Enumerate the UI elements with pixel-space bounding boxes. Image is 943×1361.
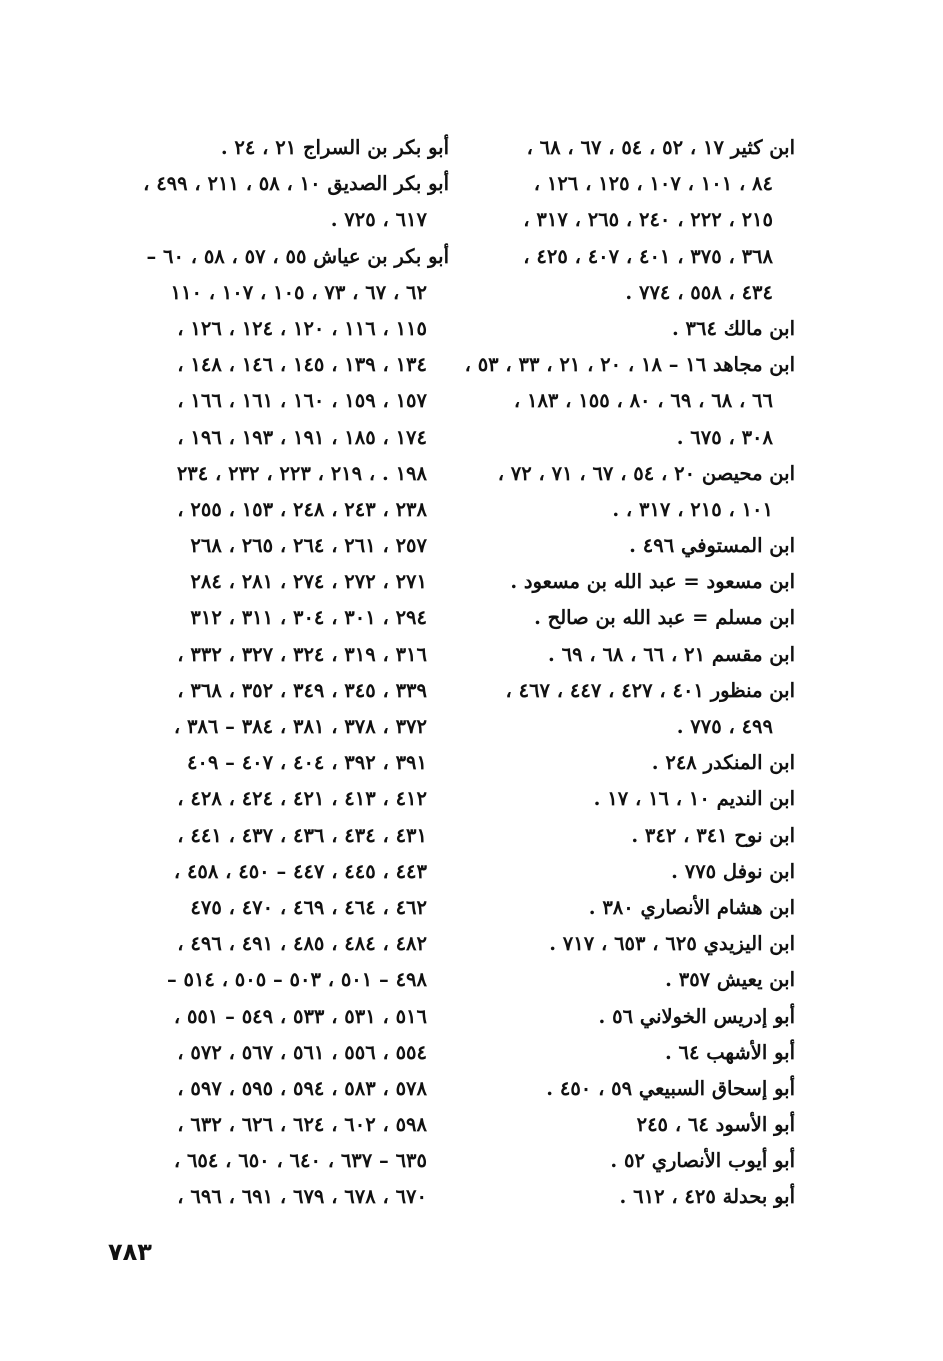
index-entry-continuation: ٢٥٧ ، ٢٦١ ، ٢٦٤ ، ٢٦٥ ، ٢٦٨ bbox=[190, 534, 427, 558]
index-entry: ابن النديم ١٠ ، ١٦ ، ١٧ . bbox=[593, 787, 795, 811]
index-entry-continuation: ٥٥٤ ، ٥٥٦ ، ٥٦١ ، ٥٦٧ ، ٥٧٢ ، bbox=[177, 1040, 427, 1064]
index-entry-continuation: ١٠١ ، ٢١٥ ، ٣١٧ ، . bbox=[612, 497, 773, 521]
index-entry: ابن مسعود = عبد الله بن مسعود . bbox=[510, 570, 795, 594]
index-entry: ابن محيصن ٢٠ ، ٥٤ ، ٦٧ ، ٧١ ، ٧٢ ، bbox=[497, 461, 795, 485]
index-entry-continuation: ١٣٤ ، ١٣٩ ، ١٤٥ ، ١٤٦ ، ١٤٨ ، bbox=[177, 353, 427, 377]
index-entry: ابن اليزيدي ٦٢٥ ، ٦٥٣ ، ٧١٧ . bbox=[549, 932, 795, 956]
index-entry-continuation: ٤١٢ ، ٤١٣ ، ٤٢١ ، ٤٢٤ ، ٤٢٨ ، bbox=[177, 787, 427, 811]
index-entry-continuation: ٦٢ ، ٦٧ ، ٧٣ ، ١٠٥ ، ١٠٧ ، ١١٠ bbox=[170, 280, 427, 304]
index-entry-continuation: ٦٣٥ – ٦٣٧ ، ٦٤٠ ، ٦٥٠ ، ٦٥٤ ، bbox=[173, 1149, 427, 1173]
index-entry-continuation: ٤٨٢ ، ٤٨٤ ، ٤٨٥ ، ٤٩١ ، ٤٩٦ ، bbox=[177, 932, 427, 956]
index-entry-continuation: ٣٩١ ، ٣٩٢ ، ٤٠٤ ، ٤٠٧ – ٤٠٩ bbox=[186, 751, 427, 775]
index-entry-continuation: ٤٤٣ ، ٤٤٥ ، ٤٤٧ – ٤٥٠ ، ٤٥٨ ، bbox=[173, 859, 427, 883]
index-entry-continuation: ٣٣٩ ، ٣٤٥ ، ٣٤٩ ، ٣٥٢ ، ٣٦٨ ، bbox=[177, 678, 427, 702]
index-entry: أبو إدريس الخولاني ٥٦ . bbox=[598, 1004, 795, 1028]
index-entry: أبو إسحاق السبيعي ٥٩ ، ٤٥٠ . bbox=[546, 1076, 795, 1100]
index-entry: ابن مقسم ٢١ ، ٦٦ ، ٦٨ ، ٦٩ . bbox=[548, 642, 795, 666]
index-entry-continuation: ٣١٦ ، ٣١٩ ، ٣٢٤ ، ٣٢٧ ، ٣٣٢ ، bbox=[177, 642, 427, 666]
index-entry: ابن المنكدر ٢٤٨ . bbox=[651, 751, 795, 775]
index-entry: ابن منظور ٤٠١ ، ٤٢٧ ، ٤٤٧ ، ٤٦٧ ، bbox=[505, 678, 795, 702]
index-entry: أبو بحدلة ٤٢٥ ، ٦١٢ . bbox=[619, 1185, 795, 1209]
index-entry-continuation: ٦١٧ ، ٧٢٥ . bbox=[330, 208, 427, 232]
index-entry-continuation: ٤٣٤ ، ٥٥٨ ، ٧٧٤ . bbox=[625, 280, 773, 304]
index-entry-continuation: ٣٧٢ ، ٣٧٨ ، ٣٨١ ، ٣٨٤ – ٣٨٦ ، bbox=[173, 715, 427, 738]
index-entry-continuation: ٥١٦ ، ٥٣١ ، ٥٣٣ ، ٥٤٩ – ٥٥١ ، bbox=[173, 1004, 427, 1028]
index-entry: ابن نوح ٣٤١ ، ٣٤٢ . bbox=[631, 823, 795, 847]
index-entry: أبو بكر بن السراج ٢١ ، ٢٤ . bbox=[220, 136, 449, 159]
index-entry: ابن يعيش ٣٥٧ . bbox=[665, 968, 795, 992]
index-entry: أبو الأسود ٦٤ ، ٢٤٥ bbox=[636, 1113, 795, 1137]
index-entry: ابن المستوفي ٤٩٦ . bbox=[629, 534, 795, 558]
index-entry-continuation: ١١٥ ، ١١٦ ، ١٢٠ ، ١٢٤ ، ١٢٦ ، bbox=[177, 316, 427, 340]
index-entry-continuation: ٥٧٨ ، ٥٨٣ ، ٥٩٤ ، ٥٩٥ ، ٥٩٧ ، bbox=[177, 1076, 427, 1100]
index-entry: أبو الأشهب ٦٤ . bbox=[664, 1040, 795, 1064]
index-column-right bbox=[465, 130, 795, 1216]
index-entry-continuation: ١٩٨ . ، ٢١٩ ، ٢٢٣ ، ٢٣٢ ، ٢٣٤ bbox=[176, 461, 427, 485]
index-entry: ابن مجاهد ١٦ – ١٨ ، ٢٠ ، ٢١ ، ٣٣ ، ٥٣ ، bbox=[465, 353, 795, 377]
index-entry-continuation: ٣٦٨ ، ٣٧٥ ، ٤٠١ ، ٤٠٧ ، ٤٢٥ ، bbox=[523, 244, 773, 268]
index-entry: ابن كثير ١٧ ، ٥٢ ، ٥٤ ، ٦٧ ، ٦٨ ، bbox=[526, 136, 795, 159]
index-entry: ابن هشام الأنصاري ٣٨٠ . bbox=[588, 895, 795, 919]
index-entry-continuation: ٢٧١ ، ٢٧٢ ، ٢٧٤ ، ٢٨١ ، ٢٨٤ bbox=[190, 570, 427, 594]
index-entry-continuation: ٤٣١ ، ٤٣٤ ، ٤٣٦ ، ٤٣٧ ، ٤٤١ ، bbox=[177, 823, 427, 847]
index-entry-continuation: ٢١٥ ، ٢٢٢ ، ٢٤٠ ، ٢٦٥ ، ٣١٧ ، bbox=[523, 208, 773, 232]
index-entry-continuation: ٦٦ ، ٦٨ ، ٦٩ ، ٨٠ ، ١٥٥ ، ١٨٣ ، bbox=[513, 389, 773, 413]
index-entry: ابن نوفل ٧٧٥ . bbox=[671, 859, 795, 883]
index-entry-continuation: ٣٠٨ ، ٦٧٥ . bbox=[676, 425, 773, 449]
page-number: ٧٨٣ bbox=[108, 1238, 152, 1266]
index-entry-continuation: ٤٦٢ ، ٤٦٤ ، ٤٦٩ ، ٤٧٠ ، ٤٧٥ bbox=[190, 895, 427, 919]
index-entry: أبو أيوب الأنصاري ٥٢ . bbox=[610, 1149, 795, 1173]
index-entry: أبو بكر الصديق ١٠ ، ٥٨ ، ٢١١ ، ٤٩٩ ، bbox=[143, 172, 449, 196]
index-entry-continuation: ١٥٧ ، ١٥٩ ، ١٦٠ ، ١٦١ ، ١٦٦ ، bbox=[177, 389, 427, 413]
index-entry-continuation: ٤٩٩ ، ٧٧٥ . bbox=[676, 715, 773, 738]
index-entry-continuation: ٦٧٠ ، ٦٧٨ ، ٦٧٩ ، ٦٩١ ، ٦٩٦ ، bbox=[177, 1185, 427, 1209]
index-entry: ابن مسلم = عبد الله بن صالح . bbox=[534, 606, 795, 630]
index-entry-continuation: ٨٤ ، ١٠١ ، ١٠٧ ، ١٢٥ ، ١٢٦ ، bbox=[533, 172, 773, 196]
index-column-left bbox=[109, 130, 449, 1216]
index-entry-continuation: ٥٩٨ ، ٦٠٢ ، ٦٢٤ ، ٦٢٦ ، ٦٣٢ ، bbox=[177, 1113, 427, 1137]
index-entry-continuation: ٢٣٨ ، ٢٤٣ ، ٢٤٨ ، ١٥٣ ، ٢٥٥ ، bbox=[177, 497, 427, 521]
index-entry-continuation: ٢٩٤ ، ٣٠١ ، ٣٠٤ ، ٣١١ ، ٣١٢ bbox=[190, 606, 427, 630]
index-entry: ابن مالك ٣٦٤ . bbox=[671, 316, 795, 340]
index-entry-continuation: ١٧٤ ، ١٨٥ ، ١٩١ ، ١٩٣ ، ١٩٦ ، bbox=[177, 425, 427, 449]
index-entry-continuation: ٤٩٨ – ٥٠١ ، ٥٠٣ – ٥٠٥ ، ٥١٤ – bbox=[166, 968, 427, 992]
index-entry: أبو بكر بن عياش ٥٥ ، ٥٧ ، ٥٨ ، ٦٠ – bbox=[146, 244, 449, 268]
